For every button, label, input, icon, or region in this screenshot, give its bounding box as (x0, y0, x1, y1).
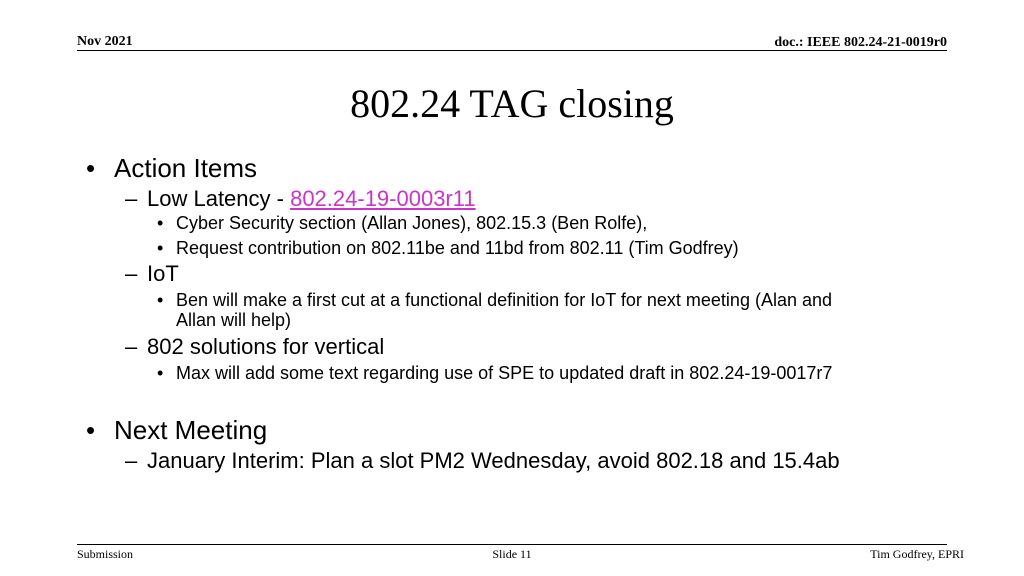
low-latency-label: Low Latency - (147, 186, 291, 211)
footer-submission: Submission (77, 547, 134, 561)
footer-author: Tim Godfrey, EPRI (870, 547, 964, 561)
dash-marker: – (125, 186, 138, 211)
footer-slide-number: Slide 11 (492, 547, 532, 561)
bullet-january-interim: January Interim: Plan a slot PM2 Wednesday, avoid 802.18 and 15.4ab (147, 448, 840, 473)
sub-item-spe-text: Max will add some text regarding use of SPE to updated draft in 802.24-19-0017r7 (176, 363, 833, 383)
bullet-marker: • (157, 238, 164, 258)
bullet-marker: • (157, 290, 164, 310)
dash-marker: – (125, 261, 138, 286)
bullet-marker: • (157, 213, 164, 233)
sub-item-request-contribution: Request contribution on 802.11be and 11bd from 802.11 (Tim Godfrey) (176, 238, 739, 258)
bullet-low-latency (147, 186, 476, 212)
bullet-action-items: Action Items (114, 153, 258, 183)
dash-marker: – (125, 334, 138, 359)
dash-marker: – (125, 448, 138, 473)
slide-title: 802.24 TAG closing (350, 81, 674, 126)
sub-item-iot-definition-cont: Allan will help) (176, 310, 292, 330)
bullet-802-solutions: 802 solutions for vertical (147, 334, 385, 359)
header-doc-id: doc.: IEEE 802.24-21-0019r0 (774, 35, 947, 50)
low-latency-doc-link[interactable]: 802.24-19-0003r11 (290, 186, 476, 211)
bullet-next-meeting: Next Meeting (114, 415, 268, 445)
bullet-iot: IoT (147, 261, 179, 286)
header-rule (77, 50, 947, 51)
sub-item-iot-definition: Ben will make a first cut at a functional definition for IoT for next meeting (Alan and (176, 290, 833, 310)
header-date: Nov 2021 (77, 34, 133, 49)
bullet-marker: • (86, 415, 96, 445)
bullet-marker: • (157, 363, 164, 383)
bullet-marker: • (86, 153, 96, 183)
sub-item-cyber-security: Cyber Security section (Allan Jones), 802.15.3 (Ben Rolfe), (176, 213, 648, 233)
footer-rule (77, 544, 947, 545)
